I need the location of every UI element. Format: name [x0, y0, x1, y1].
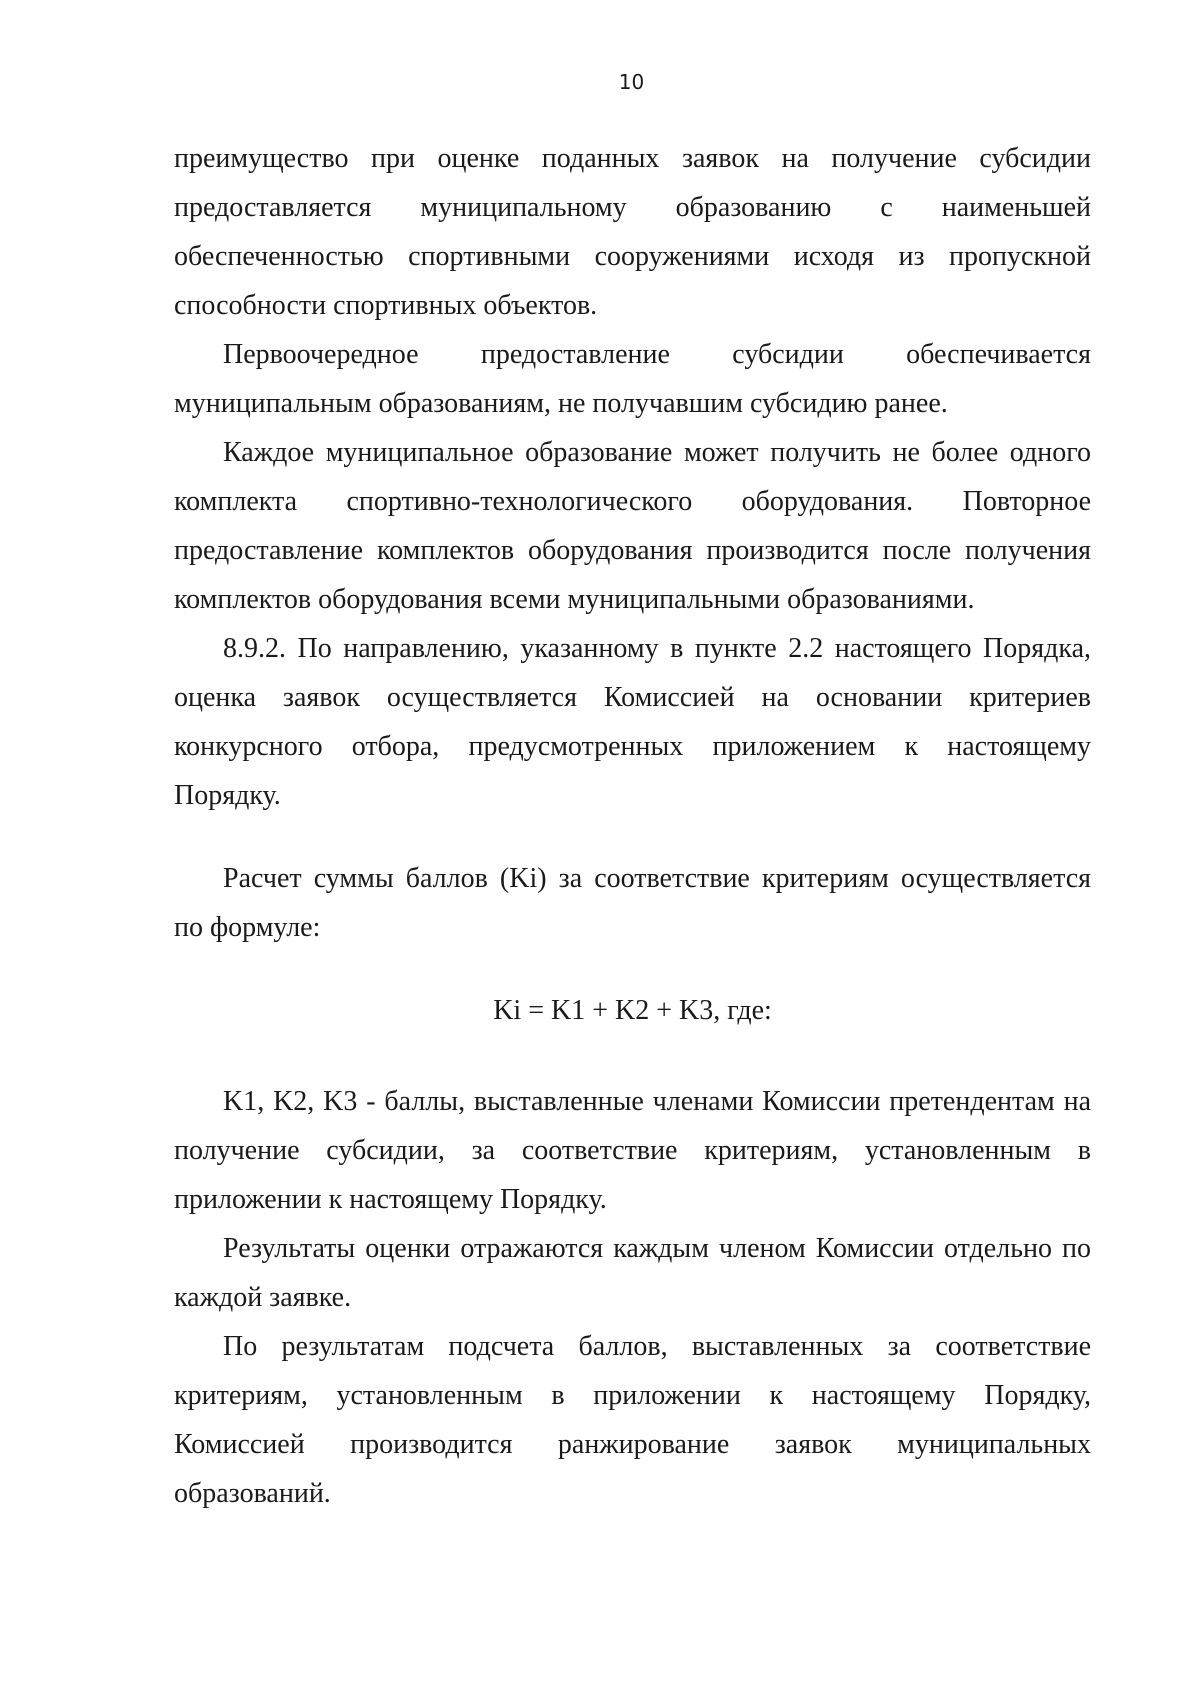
paragraph-8-9-2: 8.9.2. По направлению, указанному в пункте 2.2 настоящего Порядка, оценка заявок осуществляется Комиссией на основании критериев конкурсного отбора, предусмотренных приложением к настоящему Порядку.: [174, 633, 1091, 811]
spacer: [174, 820, 1091, 854]
paragraph-score-calculation: Расчет суммы баллов (Ki) за соответствие критериям осуществляется по формуле:: [174, 863, 1091, 943]
paragraph-ranking: По результатам подсчета баллов, выставленных за соответствие критериям, установленным в приложении к настоящему Порядку, Комиссией производится ранжирование заявок муниципальных образований.: [174, 1331, 1091, 1509]
document-body: [174, 134, 1091, 1518]
paragraph-score-definition: K1, K2, K3 - баллы, выставленные членами Комиссии претендентам на получение субсидии, за соответствие критериям, установленным в приложении к настоящему Порядку.: [174, 1086, 1091, 1215]
paragraph-results: Результаты оценки отражаются каждым членом Комиссии отдельно по каждой заявке.: [174, 1233, 1091, 1313]
spacer: [174, 952, 1091, 986]
formula: Ki = K1 + K2 + K3, где:: [493, 995, 772, 1026]
paragraph-continuation: преимущество при оценке поданных заявок на получение субсидии предоставляется муниципальному образованию с наименьшей обеспеченностью спортивными сооружениями исходя из пропускной способности спортивных объектов.: [174, 143, 1091, 321]
spacer: [174, 1035, 1091, 1077]
page-number: 10: [618, 70, 645, 94]
paragraph-priority: Первоочередное предоставление субсидии обеспечивается муниципальным образованиям, не получавшим субсидию ранее.: [174, 339, 1091, 419]
paragraph-equipment-limit: Каждое муниципальное образование может получить не более одного комплекта спортивно-технологического оборудования. Повторное предоставление комплектов оборудования производится после получения комплектов оборудования всеми муниципальными образованиями.: [174, 437, 1091, 615]
